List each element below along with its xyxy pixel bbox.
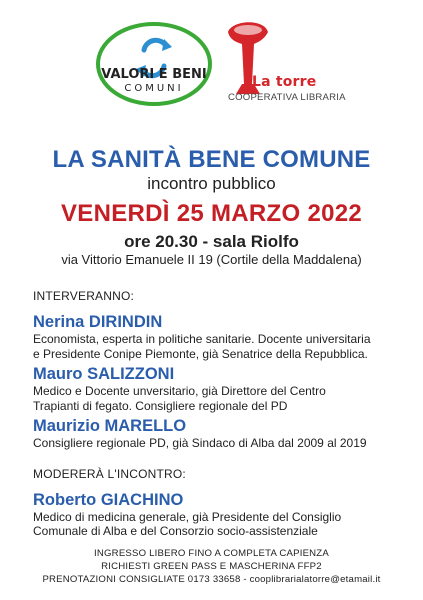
moderator-description-line: Comunale di Alba e del Consorzio socio-assistenziale <box>33 524 318 538</box>
speakers-section <box>33 289 418 539</box>
event-time-place: ore 20.30 - sala Riolfo <box>124 232 299 251</box>
event-address: via Vittorio Emanuele II 19 (Cortile della Maddalena) <box>61 252 362 267</box>
footer-info <box>0 547 423 586</box>
event-date: VENERDÌ 25 MARZO 2022 <box>60 200 363 227</box>
speaker-description-line: Medico e Docente unversitario, già Direttore del Centro <box>33 384 326 398</box>
moderator-description <box>33 510 418 539</box>
speaker-description <box>33 384 418 413</box>
la-torre-subtitle: COOPERATIVA LIBRARIA <box>228 92 346 103</box>
speaker-name: Mauro SALIZZONI <box>33 365 175 383</box>
speaker-description <box>33 332 418 361</box>
footer-entry-note: INGRESSO LIBERO FINO A COMPLETA CAPIENZA <box>94 548 329 559</box>
moderator-description-line: Medico di medicina generale, già Presidente del Consiglio <box>33 509 342 524</box>
speaker-description-line: Trapianti di fegato. Consigliere regionale del PD <box>33 398 288 413</box>
speaker-description-line: Consigliere regionale PD, già Sindaco di Alba dal 2009 al 2019 <box>33 436 367 450</box>
speaker-name: Nerina DIRINDIN <box>33 313 163 331</box>
speaker-description-line: Economista, esperta in politiche sanitarie. Docente universitaria <box>33 332 371 346</box>
moderator-name: Roberto GIACHINO <box>33 490 184 509</box>
moderator-item <box>33 491 418 539</box>
event-title: LA SANITÀ BENE COMUNE <box>52 146 371 173</box>
speaker-item <box>33 417 418 451</box>
speaker-name: Maurizio MARELLO <box>33 417 187 435</box>
valori-e-beni-comuni-logo <box>94 20 214 110</box>
event-subtitle: incontro pubblico <box>147 174 276 193</box>
speaker-item <box>33 313 418 361</box>
footer-booking-note: PRENOTAZIONI CONSIGLIATE 0173 33658 - cooplibrarialatorre@etamail.it <box>42 574 381 585</box>
moderator-label: MODERERÀ L'INCONTRO: <box>33 466 186 481</box>
logos-header <box>0 0 423 125</box>
footer-requirements-note: RICHIESTI GREEN PASS E MASCHERINA FFP2 <box>101 561 322 572</box>
speaker-item <box>33 365 418 413</box>
svg-text:COMUNI: COMUNI <box>124 83 184 94</box>
speaker-description-line: e Presidente Conipe Piemonte, già Senatrice della Repubblica. <box>33 346 368 361</box>
la-torre-name: La torre <box>252 74 317 90</box>
svg-text:VALORI E BENI: VALORI E BENI <box>101 67 207 82</box>
speakers-label: INTERVERANNO: <box>33 289 135 303</box>
speaker-description <box>33 436 418 451</box>
